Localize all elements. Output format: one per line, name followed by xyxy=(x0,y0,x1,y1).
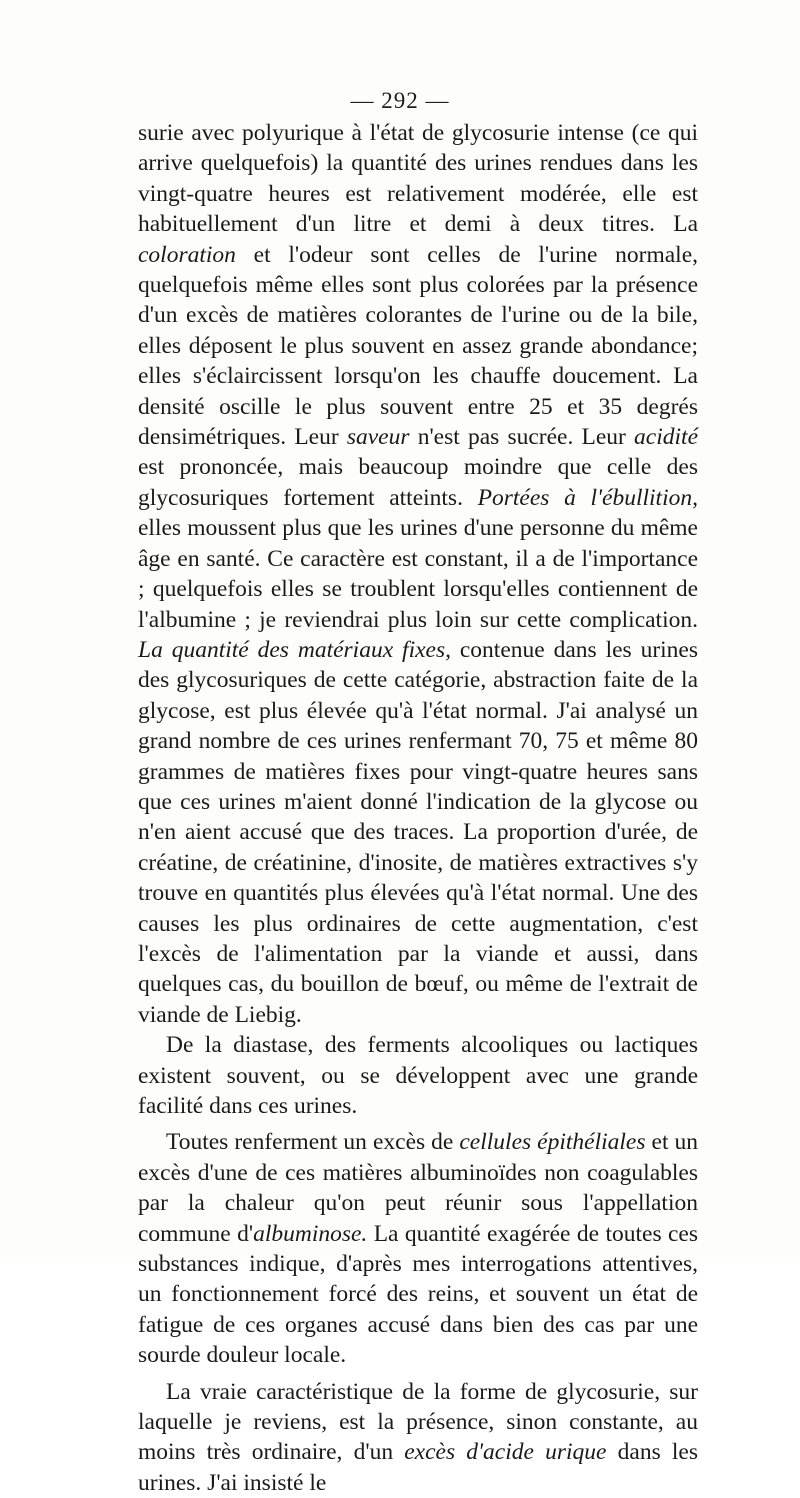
paragraph-diastase: De la diastase, des ferments alcooliques ou lactiques existent souvent, ou se développent avec une grande facilité dans ces urines. xyxy=(138,1032,698,1119)
italic-term-materiaux-fixes: La quantité des matériaux fixes, xyxy=(138,636,451,663)
text-run: est prononcée, mais beaucoup moindre que celle des glycosuriques fortement atteints. xyxy=(138,454,698,511)
text-run: et l'odeur sont celles de l'urine normale, quelquefois même elles sont plus colorées par la présence d'un excès de matières colorantes de l'urine ou de la bile, elles déposent le plus souvent en assez grande abondance; elles s'éclaircissent lorsqu'on les chauffe doucement. La densité oscille le plus souvent entre 25 et 35 degrés densimétriques. Leur xyxy=(138,241,698,451)
text-run: contenue dans les urines des glycosuriques de cette catégorie, abstraction faite de la glycose, est plus élevée qu'à l'état normal. J'ai analysé un grand nombre de ces urines renfermant 70, 75 et même 80 grammes de matières fixes pour vingt-quatre heures sans que ces urines m'aient donné l'indication de la glycose ou n'en aient accusé que des traces. La proportion d'urée, de créatine, de créatinine, d'inosite, de matières extractives s'y trouve en quantités plus élevées qu'à l'état normal. Une des causes les plus ordinaires de cette augmentation, c'est l'excès de l'alimentation par la viande et aussi, dans quelques cas, du bouillon de bœuf, ou même de l'extrait de viande de Liebig. xyxy=(138,636,699,1028)
italic-term-acide-urique: excès d'acide urique xyxy=(404,1439,607,1466)
italic-term-albuminose: albuminose. xyxy=(253,1220,368,1247)
page-number: — 292 — xyxy=(350,88,450,113)
italic-term-coloration: coloration xyxy=(138,241,236,268)
italic-term-saveur: saveur xyxy=(346,424,410,451)
text-run: dans les urines. J'ai insisté le xyxy=(138,1439,699,1496)
italic-term-acidite: acidité xyxy=(634,424,698,451)
paragraph-acide-urique xyxy=(138,1377,698,1498)
text-run: surie avec polyurique à l'état de glycosurie intense (ce qui arrive quelquefois) la quantité des urines rendues dans les vingt-quatre heures est relativement modérée, elle est habituellement d'un litre et demi à deux titres. La xyxy=(138,120,698,238)
paragraph-urine-properties xyxy=(138,118,698,1030)
text-run: et un excès d'une de ces matières albuminoïdes non coagulables par la chaleur qu'on peut réunir sous l'appellation commune d' xyxy=(138,1129,698,1247)
text-run: n'est pas sucrée. Leur xyxy=(409,424,635,451)
text-run: La quantité exagérée de toutes ces substances indique, d'après mes interrogations attentives, un fonctionnement forcé des reins, et souvent un état de fatigue de ces organes accusé dans bien des cas par une sourde douleur locale. xyxy=(138,1220,699,1369)
paragraph-cellules xyxy=(138,1127,698,1370)
italic-term-ebullition: Portées à l'ébullition, xyxy=(477,484,698,511)
text-run: Toutes renferment un excès de xyxy=(166,1129,460,1156)
text-run: elles moussent plus que les urines d'une personne du même âge en santé. Ce caractère est constant, il a de l'importance ; quelquefois elles se troublent lorsqu'elles contiennent de l'albumine ; je reviendrai plus loin sur cette complication. xyxy=(138,515,698,633)
italic-term-cellules-epitheliales: cellules épithéliales xyxy=(459,1129,646,1156)
body-text xyxy=(138,118,698,1498)
text-run: La vraie caractéristique de la forme de glycosurie, sur laquelle je reviens, est la présence, sinon constante, au moins très ordinaire, d'un xyxy=(138,1378,698,1466)
